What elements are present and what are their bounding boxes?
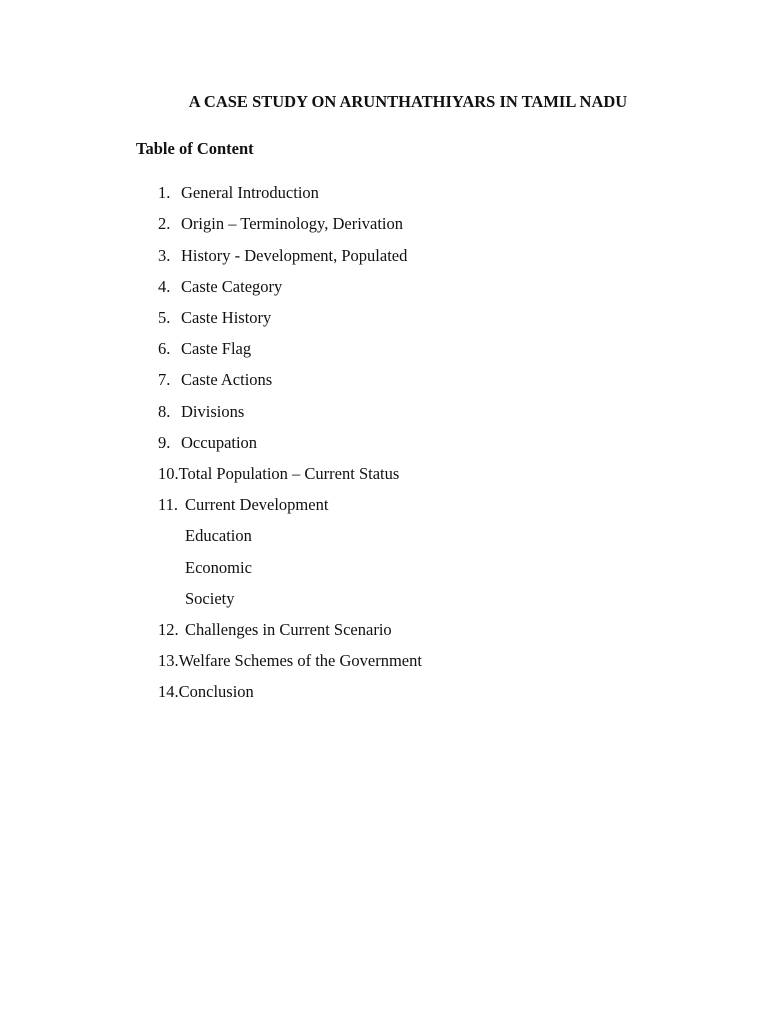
toc-item — [158, 339, 251, 359]
toc-item-text: Challenges in Current Scenario — [185, 620, 392, 639]
toc-item-text: Conclusion — [178, 682, 254, 701]
toc-item-number: 3. — [158, 246, 171, 265]
document-title: A CASE STUDY ON ARUNTHATHIYARS IN TAMIL NADU — [188, 92, 628, 111]
toc-item-text: Caste Flag — [181, 339, 252, 358]
toc-item-text: Caste Actions — [181, 370, 273, 389]
toc-item-number: 11. — [158, 495, 179, 514]
toc-item-text: Economic — [185, 558, 252, 577]
toc-item — [158, 495, 328, 515]
toc-item-text: Education — [185, 526, 252, 545]
toc-item-text: Occupation — [181, 433, 258, 452]
toc-item-text: Origin – Terminology, Derivation — [181, 214, 404, 233]
toc-item — [158, 402, 244, 422]
toc-item — [158, 308, 271, 328]
toc-item — [158, 370, 272, 390]
toc-heading: Table of Content — [136, 139, 254, 158]
toc-item-text: Society — [185, 589, 235, 608]
toc-item-number: 5. — [158, 308, 171, 327]
toc-item-text: General Introduction — [181, 183, 319, 202]
toc-item-text: Welfare Schemes of the Government — [178, 651, 422, 670]
toc-item-text: Caste Category — [181, 277, 283, 296]
toc-item-number: 9. — [158, 433, 171, 452]
toc-item-text: History - Development, Populated — [181, 246, 408, 265]
toc-item-number: 1. — [158, 183, 171, 202]
toc-item-number: 2. — [158, 214, 171, 233]
toc-subitem — [185, 526, 252, 546]
toc-item — [158, 682, 254, 702]
toc-item-number: 10. — [158, 464, 179, 483]
toc-item-text: Caste History — [181, 308, 272, 327]
toc-item — [158, 464, 399, 484]
toc-item-text: Total Population – Current Status — [178, 464, 400, 483]
toc-item-number: 13. — [158, 651, 179, 670]
toc-item — [158, 246, 407, 266]
toc-item-text: Current Development — [185, 495, 329, 514]
toc-item-number: 4. — [158, 277, 171, 296]
toc-subitem — [185, 558, 252, 578]
toc-item-number: 7. — [158, 370, 171, 389]
toc-item-number: 6. — [158, 339, 171, 358]
toc-item-text: Divisions — [181, 402, 245, 421]
toc-item — [158, 277, 282, 297]
toc-item — [158, 214, 403, 234]
toc-item — [158, 651, 422, 671]
toc-item — [158, 183, 319, 203]
toc-item-number: 8. — [158, 402, 171, 421]
toc-item-number: 12. — [158, 620, 179, 639]
toc-item — [158, 620, 392, 640]
toc-subitem — [185, 589, 235, 609]
toc-item — [158, 433, 257, 453]
toc-item-number: 14. — [158, 682, 179, 701]
